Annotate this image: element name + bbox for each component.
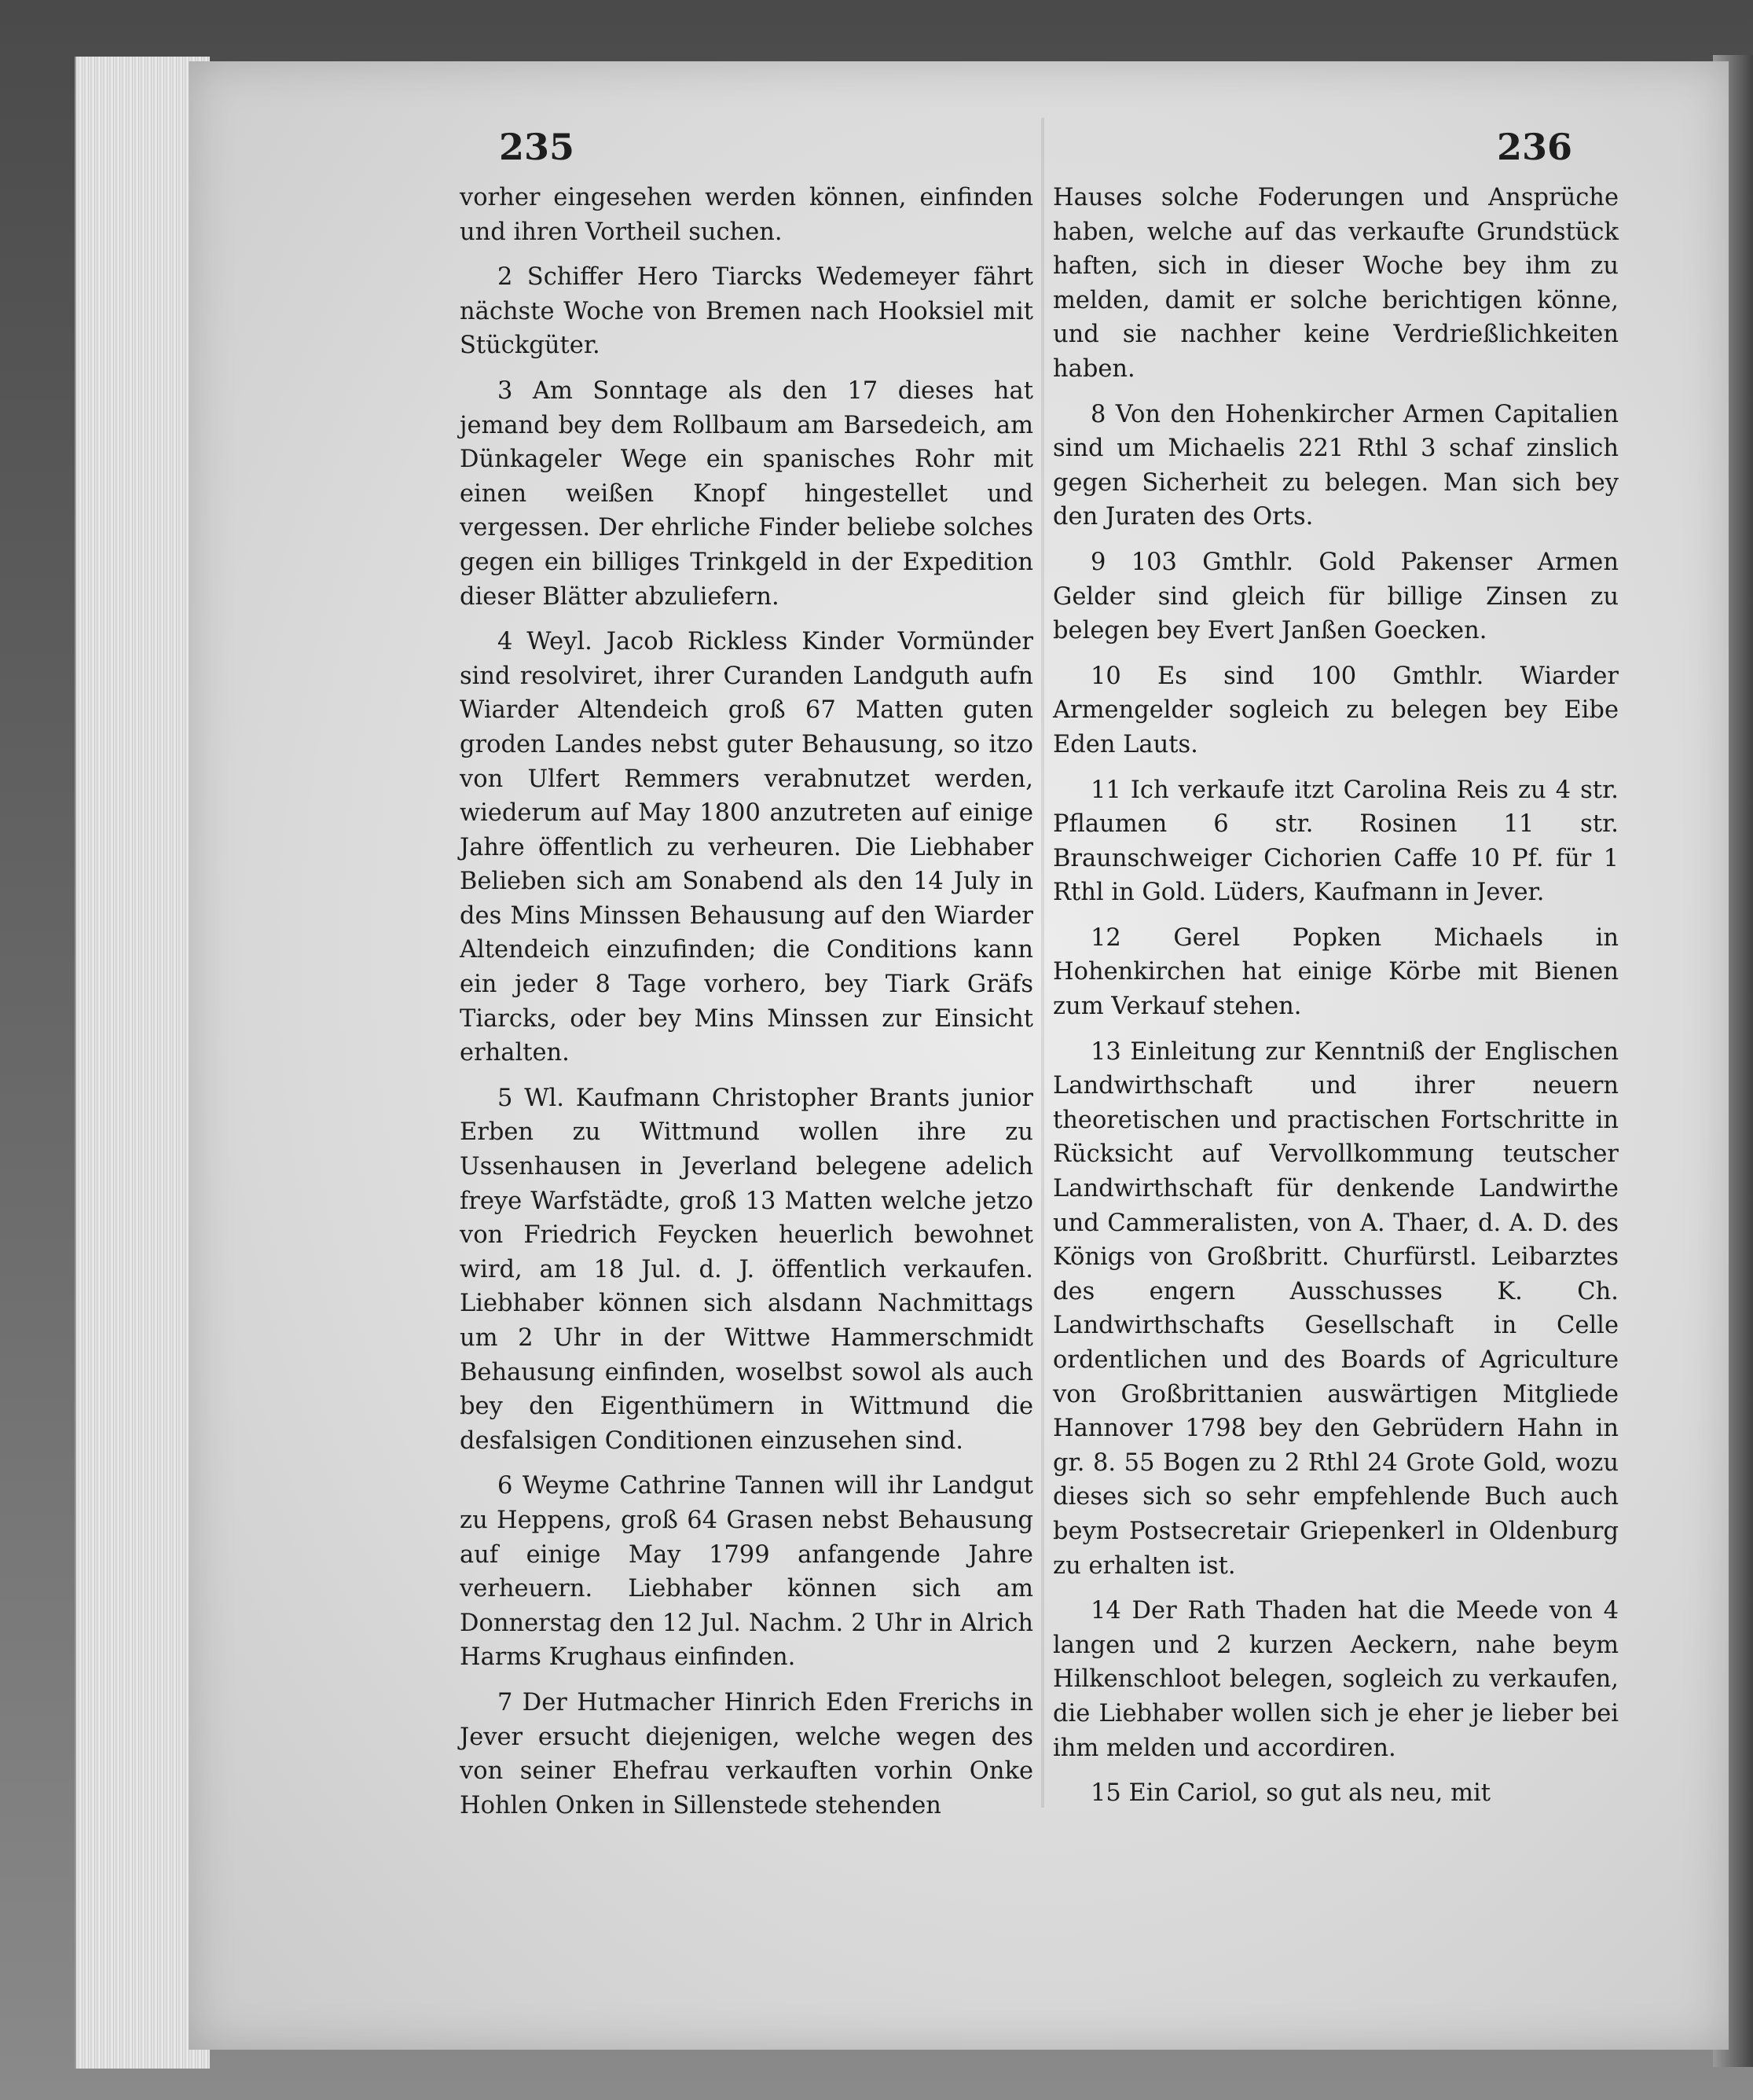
notice-paragraph: 2 Schiffer Hero Tiarcks Wedemeyer fährt nächste Woche von Bremen nach Hooksiel mit Stückgüter. bbox=[460, 263, 1033, 360]
notice-paragraph: 10 Es sind 100 Gmthlr. Wiarder Armengelder sogleich zu belegen bey Eibe Eden Lauts. bbox=[1053, 662, 1619, 758]
notice-paragraph: 3 Am Sonntage als den 17 dieses hat jemand bey dem Rollbaum am Barsedeich, am Dünkageler Wege ein spanisches Rohr mit einen weißen Knopf hingestellet und vergessen. Der ehrliche Finder beliebe solches gegen ein billiges Trinkgeld in der Expedition dieser Blätter abzuliefern. bbox=[460, 376, 1033, 611]
notice-paragraph: 5 Wl. Kaufmann Christopher Brants junior Erben zu Wittmund wollen ihre zu Ussenhausen in Jeverland belegene adelich freye Warfstädte, groß 13 Matten welche jetzo von Friedrich Feycken heuerlich bewohnet wird, am 18 Jul. d. J. öffentlich verkaufen. Liebhaber können sich alsdann Nachmittags um 2 Uhr in der Wittwe Hammerschmidt Behausung einfinden, woselbst sowol als auch bey den Eigenthümern in Wittmund die desfalsigen Conditionen einzusehen sind. bbox=[460, 1084, 1033, 1455]
right-column bbox=[1053, 181, 1619, 1822]
notice-paragraph: 15 Ein Cariol, so gut als neu, mit bbox=[1091, 1779, 1491, 1808]
notice-paragraph: 8 Von den Hohenkircher Armen Capitalien sind um Michaelis 221 Rthl 3 schaf zinslich gegen Sicherheit zu belegen. Man sich bey den Juraten des Orts. bbox=[1053, 400, 1619, 531]
notice-paragraph: 6 Weyme Cathrine Tannen will ihr Landgut zu Heppens, groß 64 Grasen nebst Behausung auf einige May 1799 anfangende Jahre verheuern. Liebhaber können sich am Donnerstag den 12 Jul. Nachm. 2 Uhr in Alrich Harms Krughaus einfinden. bbox=[460, 1472, 1033, 1672]
notice-paragraph: 11 Ich verkaufe itzt Carolina Reis zu 4 str. Pflaumen 6 str. Rosinen 11 str. Braunschweiger Cichorien Caffe 10 Pf. für 1 Rthl in Gold. Lüders, Kaufmann in Jever. bbox=[1053, 776, 1619, 907]
notice-paragraph: Hauses solche Foderungen und Ansprüche haben, welche auf das verkaufte Grundstück haften, sich in dieser Woche bey ihm zu melden, damit er solche berichtigen könne, und sie nachher keine Verdrießlichkeiten haben. bbox=[1053, 184, 1619, 383]
notice-paragraph: 9 103 Gmthlr. Gold Pakenser Armen Gelder sind gleich für billige Zinsen zu belegen bey Evert Janßen Goecken. bbox=[1053, 548, 1619, 645]
column-divider bbox=[1041, 118, 1044, 1808]
notice-paragraph: 14 Der Rath Thaden hat die Meede von 4 langen und 2 kurzen Aeckern, nahe beym Hilkenschloot belegen, sogleich zu verkaufen, die Liebhaber wollen sich je eher je lieber bei ihm melden und accordiren. bbox=[1053, 1597, 1619, 1762]
notice-paragraph: vorher eingesehen werden können, einfinden und ihren Vortheil suchen. bbox=[460, 184, 1033, 246]
notice-paragraph: 7 Der Hutmacher Hinrich Eden Frerichs in Jever ersucht diejenigen, welche wegen des von seiner Ehefrau verkauften vorhin Onke Hohlen Onken in Sillenstede stehenden bbox=[460, 1688, 1033, 1819]
notice-paragraph: 4 Weyl. Jacob Rickless Kinder Vormünder sind resolviret, ihrer Curanden Landguth aufn Wiarder Altendeich groß 67 Matten guten groden Landes nebst guter Behausung, so itzo von Ulfert Remmers verabnutzet werden, wiederum auf May 1800 anzutreten auf einige Jahre öffentlich zu verheuren. Die Liebhaber Belieben sich am Sonabend als den 14 July in des Mins Minssen Behausung auf den Wiarder Altendeich einzufinden; die Conditions kann ein jeder 8 Tage vorhero, bey Tiark Gräfs Tiarcks, oder bey Mins Minssen zur Einsicht erhalten. bbox=[460, 628, 1033, 1067]
page-number-right: 236 bbox=[1497, 126, 1573, 168]
notice-paragraph: 12 Gerel Popken Michaels in Hohenkirchen hat einige Körbe mit Bienen zum Verkauf stehen. bbox=[1053, 923, 1619, 1021]
page-number-left: 235 bbox=[499, 126, 575, 168]
left-column bbox=[460, 181, 1033, 1834]
notice-paragraph: 13 Einleitung zur Kenntniß der Englischen Landwirthschaft und ihrer neuern theoretischen und practischen Fortschritte in Rücksicht auf Vervollkommung teutscher Landwirthschaft für denkende Landwirthe und Cammeralisten, von A. Thaer, d. A. D. des Königs von Großbritt. Churfürstl. Leibarztes des engern Ausschusses K. Ch. Landwirthschafts Gesellschaft in Celle ordentlichen und des Boards of Agriculture von Großbrittanien auswärtigen Mitgliede Hannover 1798 bey den Gebrüdern Hahn in gr. 8. 55 Bogen zu 2 Rthl 24 Grote Gold, wozu dieses sich so sehr empfehlende Buch auch beym Postsecretair Griepenkerl in Oldenburg zu erhalten ist. bbox=[1053, 1037, 1619, 1580]
